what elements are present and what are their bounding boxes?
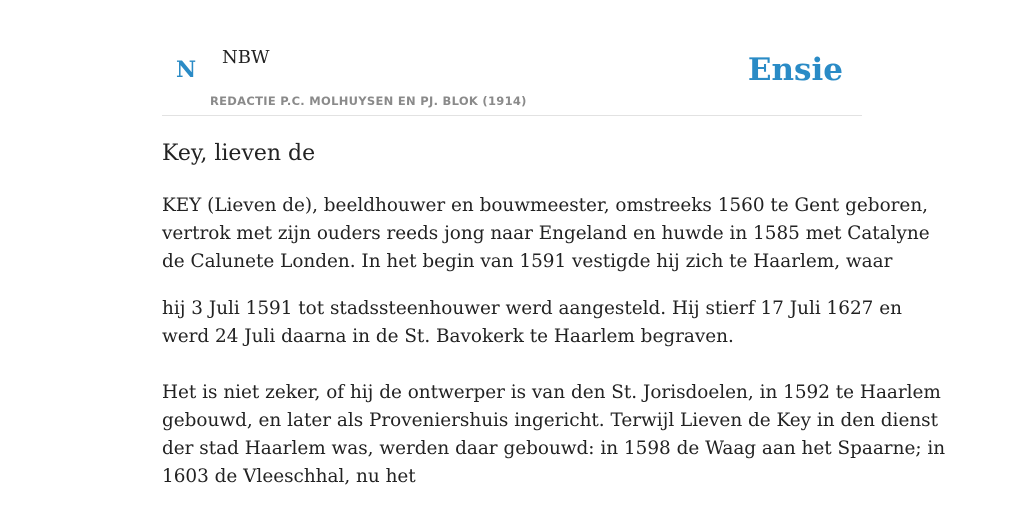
paragraph-line: 1603 de Vleeschhal, nu het bbox=[162, 466, 416, 487]
article-paragraph bbox=[162, 379, 946, 491]
paragraph-line: de Calunete Londen. In het begin van 1591 vestigde hij zich te Haarlem, waar bbox=[162, 251, 893, 272]
paragraph-line: vertrok met zijn ouders reeds jong naar Engeland en huwde in 1585 met Catalyne bbox=[162, 223, 930, 244]
source-subtitle: REDACTIE P.C. MOLHUYSEN EN PJ. BLOK (1914) bbox=[210, 94, 527, 108]
brand-logo[interactable]: Ensie bbox=[747, 52, 843, 88]
article-paragraph bbox=[162, 192, 930, 276]
paragraph-line: gebouwd, en later als Proveniershuis ingericht. Terwijl Lieven de Key in den dienst bbox=[162, 410, 938, 431]
source-header bbox=[162, 0, 862, 116]
paragraph-line: werd 24 Juli daarna in de St. Bavokerk te Haarlem begraven. bbox=[162, 326, 734, 347]
paragraph-line: KEY (Lieven de), beeldhouwer en bouwmeester, omstreeks 1560 te Gent geboren, bbox=[162, 195, 929, 216]
paragraph-line: hij 3 Juli 1591 tot stadssteenhouwer werd aangesteld. Hij stierf 17 Juli 1627 en bbox=[162, 298, 902, 319]
source-name[interactable]: NBW bbox=[222, 47, 270, 68]
article-paragraph bbox=[162, 295, 902, 351]
paragraph-line: Het is niet zeker, of hij de ontwerper is van den St. Jorisdoelen, in 1592 te Haarlem bbox=[162, 382, 941, 403]
source-logo[interactable]: N bbox=[176, 57, 197, 83]
article-title: Key, lieven de bbox=[162, 141, 316, 166]
paragraph-line: der stad Haarlem was, werden daar gebouwd: in 1598 de Waag aan het Spaarne; in bbox=[162, 438, 946, 459]
